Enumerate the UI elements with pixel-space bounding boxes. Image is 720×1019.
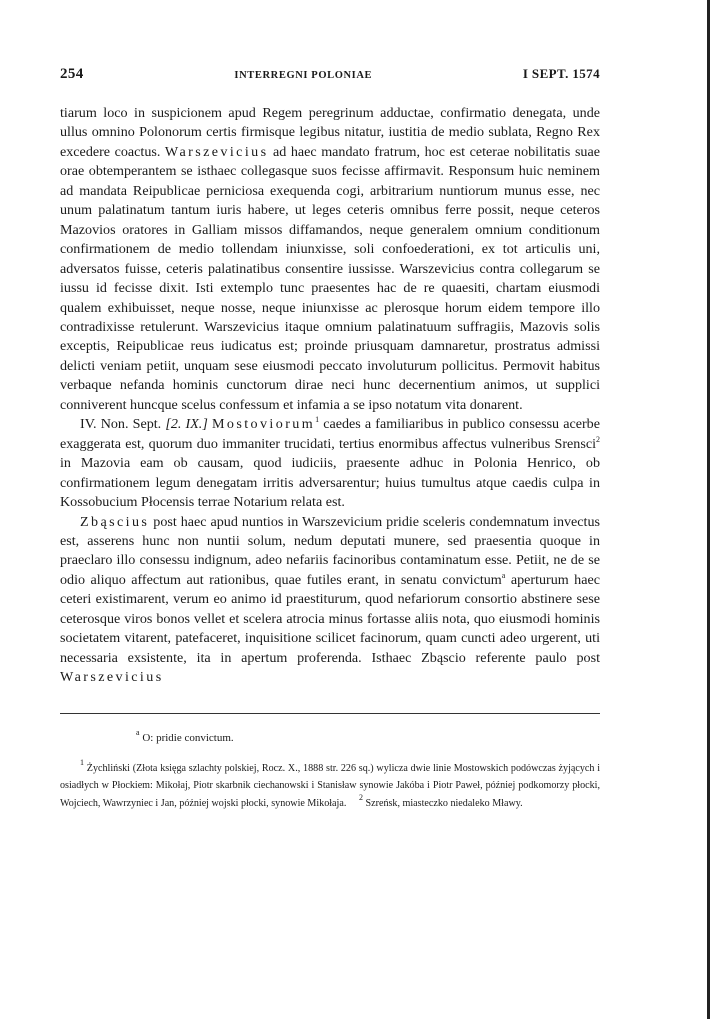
p2-text-1: caedes a familiaribus in publico consessu acerbe exaggerata est, quorum duo immaniter trucidati, tertius enormibus affectus vulneribus Srensci bbox=[60, 416, 600, 452]
footnote-1-mark: 1 bbox=[80, 757, 84, 767]
footnote-1 bbox=[60, 757, 600, 813]
document-page bbox=[60, 66, 600, 812]
name-zbascius: Zbąscius bbox=[80, 513, 150, 530]
footnote-2-text: Szreńsk, miasteczko niedaleko Mławy. bbox=[365, 797, 523, 809]
page-number: 254 bbox=[60, 66, 84, 82]
paragraph-1 bbox=[60, 104, 600, 415]
p3-text-1: post haec apud nuntios in Warszevicium pridie sceleris condemnatum invectus est, asserens hunc non nuntii solum, nedum deputati munere, sed praesentia quoque in praeclaro illo consessu indignum, adeo nefariis facinoribus contaminatum esse. Petiit, ne de se odio aliquo affectum aut rationibus, quae futiles erant, in senatu convictum bbox=[60, 513, 600, 588]
p2-text-2: in Mazovia eam ob causam, quod iudiciis, praesente adhuc in Polonia Henrico, ob confirmationem legum denegatam irritis adversarentur; huius tumultus atque caedis culpa in Kossobucium Płocensis terrae Notarium relata est. bbox=[60, 455, 600, 511]
footnote-ref-1: 1 bbox=[315, 415, 320, 425]
page-edge-line bbox=[707, 0, 710, 1019]
paragraph-3 bbox=[60, 513, 600, 688]
running-date: I SEPT. 1574 bbox=[522, 66, 600, 81]
name-warszevicius-2: Warszevicius bbox=[60, 669, 164, 686]
footnotes bbox=[60, 757, 600, 813]
apparatus-note bbox=[136, 727, 600, 744]
footnote-2-mark: 2 bbox=[358, 792, 363, 802]
paragraph-2 bbox=[60, 415, 600, 512]
p3-text-2: aperturum haec ceteri existimarent, verum eo animo id praestiturum, quod nefariorum consortio abstinere sese ceterosque viros bonos vellet et scelera atrocia minus fortasse aliis nota, quo eiusmodi hominis societatem vitarent, patefaceret, inquisitione scilicet facinorum, quam cuncti adeo urgerent, uti necessaria exsistente, ita in apertum proferenda. Isthaec Zbąscio referente paulo post bbox=[60, 571, 600, 666]
footnote-1-text: Żychliński (Złota księga szlachty polskiej, Rocz. X., 1888 str. 226 sq.) wylicza dwie linie Mostowskich podówczas żyjących i osiadłych w Płockiem: Mikołaj, Piotr skarbnik ciechanowski i Stanisław synowie Jakóba i Piotr Paweł, później podkomorzy płocki, Wojciech, Wawrzyniec i Jan, później wojski płocki, synowie Mikołaja. bbox=[60, 762, 600, 809]
p1-text-1: tiarum loco in suspicionem apud Regem peregrinum adductae, confirmatio denegata, unde ullus omnino Polonorum certis firmisque legibus nitatur, iustitia de medio sublata, Regno Rex excedere coactus. bbox=[60, 105, 600, 160]
apparatus-text: O: pridie convictum. bbox=[142, 731, 234, 744]
footnote-rule bbox=[60, 713, 600, 714]
name-mostoviorum: Mostoviorum bbox=[211, 416, 316, 433]
p1-text-2: ad haec mandato fratrum, hoc est ceterae nobilitatis suae orae obtemperantem se isthaec collegasque suos fecisse affirmavit. Responsum huic neminem ad mandata Reipublicae perniciosa exequenda cogi, arbitrarium nuntiorum munus esse, nec unum palatinatum tantum iuris habere, ut leges ceteris omnibus ferre possit, neque ceteros Mazovios oratores in Galliam missos diffamandos, neque generalem omnium conditionum confirmationem de medio tollendam iniunxisse, soli confoederationi, ex tot articulis uni, adversatos fuisse, ceteris palatinatibus consentire iussisse. Warszevicius contra collegarum se iussu id fecisse dixit. Isti extemplo tunc praesentes hac de re quaesiti, chartam eiusmodi qualem exhibuisset, neque nosse, neque iniunxisse ac plerosque horum eidem tempore illo contradixisse retulerunt. Warszevicius itaque omnium palatinatuum suffragiis, Mazovis solis exceptis, Reipublicae reus iudicatus est; proinde priusquam damnaretur, prostratus admissi delicti veniam petiit, unquam sese eiusmodi peccato involuturum pollicitus. Permovit habitus verbaque nefanda hominis cunctorum dirae neci hunc decernentium animos, ut supplici conniverent huncque scelus confessum et infamia a se ipso notatum vita donarent. bbox=[60, 143, 600, 413]
main-text bbox=[60, 104, 600, 688]
apparatus-ref-a: a bbox=[501, 570, 506, 580]
footnote-ref-2: 2 bbox=[596, 434, 600, 444]
apparatus-mark: a bbox=[136, 727, 140, 737]
name-warszevicius: Warszevicius bbox=[164, 143, 269, 160]
running-head bbox=[60, 66, 600, 83]
p2-date: IV. Non. Sept. bbox=[80, 416, 162, 433]
running-title: INTERREGNI POLONIAE bbox=[234, 70, 373, 81]
p2-date-note: [2. IX.] bbox=[165, 416, 208, 433]
